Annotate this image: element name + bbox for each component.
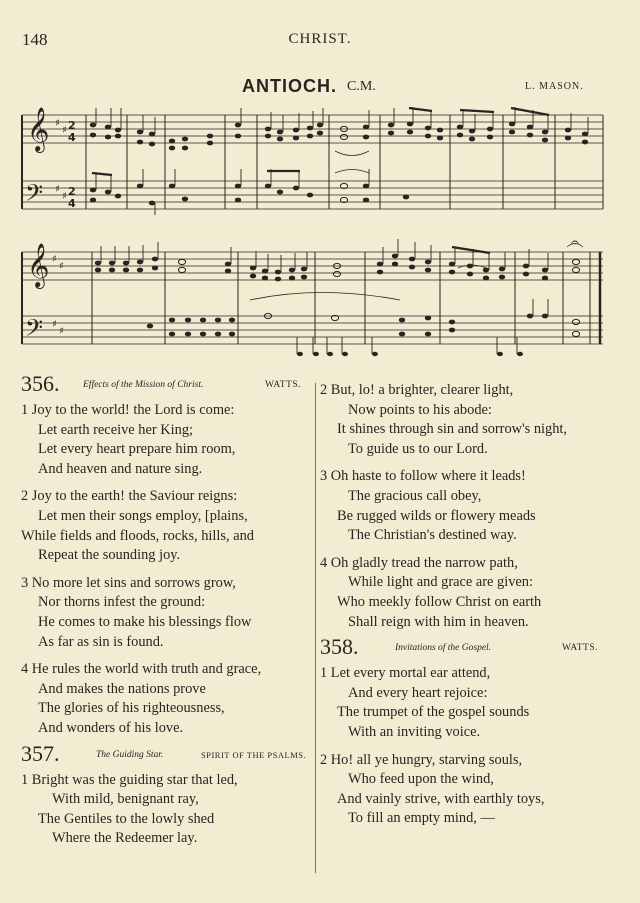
tune-meter: C.M. — [347, 79, 376, 94]
svg-text:♯: ♯ — [59, 326, 64, 337]
verse-line: The gracious call obey, — [348, 487, 482, 504]
verse-line: Let men their songs employ, [plains, — [38, 507, 248, 524]
hymn-356 — [21, 371, 311, 739]
hymn-topic: Effects of the Mission of Christ. — [83, 380, 204, 390]
verse-line: With an inviting voice. — [348, 723, 481, 740]
svg-text:♯: ♯ — [62, 191, 67, 202]
svg-text:4: 4 — [68, 197, 76, 210]
verse-line: While light and grace are given: — [348, 574, 533, 591]
hymn-topic: Invitations of the Gospel. — [395, 643, 492, 654]
verse-line: The Gentiles to the lowly shed — [38, 810, 215, 827]
hymn-358 — [320, 634, 620, 829]
hymn-number: 358. — [320, 634, 359, 660]
svg-text:𝄞: 𝄞 — [27, 243, 50, 287]
verse-line: And wonders of his love. — [38, 719, 184, 736]
verse-line: Let earth receive her King; — [38, 421, 194, 438]
svg-text:♯: ♯ — [52, 319, 57, 330]
verse-line: While fields and floods, rocks, hills, and — [21, 527, 255, 544]
svg-text:♯: ♯ — [59, 261, 64, 272]
verse-line: The glories of his righteousness, — [38, 700, 225, 717]
verse-line: Let every heart prepare him room, — [38, 441, 236, 458]
svg-text:𝄐: 𝄐 — [571, 235, 579, 251]
svg-text:𝄢: 𝄢 — [25, 179, 44, 212]
verse — [21, 487, 311, 565]
verse-line: Be rugged wilds or flowery meads — [337, 507, 536, 524]
verse — [320, 381, 620, 459]
verse-line: It shines through sin and sorrow's night, — [337, 421, 568, 438]
verse-line: 1 Joy to the world! the Lord is come: — [21, 402, 235, 418]
music-score — [0, 95, 640, 375]
verse — [320, 554, 620, 632]
verse-line: To guide us to our Lord. — [348, 440, 488, 457]
verse — [21, 771, 311, 849]
verse-line: And heaven and nature sing. — [38, 460, 203, 477]
page-header: CHRIST. — [288, 31, 352, 47]
tune-composer: L. MASON. — [525, 81, 584, 92]
hymn-author: WATTS. — [265, 380, 301, 390]
verse-line: The trumpet of the gospel sounds — [337, 704, 530, 721]
svg-text:♯: ♯ — [55, 184, 60, 195]
svg-text:𝄢: 𝄢 — [25, 314, 44, 347]
verse — [21, 574, 311, 652]
verse-line: 2 Ho! all ye hungry, starving souls, — [320, 751, 523, 768]
verse-line: Nor thorns infest the ground: — [38, 594, 206, 611]
svg-text:2: 2 — [68, 119, 76, 132]
staff-system-2-bass — [22, 316, 603, 344]
svg-text:♯: ♯ — [52, 254, 57, 265]
verse-line: 4 He rules the world with truth and grace, — [21, 661, 262, 678]
verse-line: As far as sin is found. — [38, 633, 164, 650]
verse — [21, 401, 311, 479]
verse — [21, 660, 311, 738]
verse — [320, 751, 620, 829]
hymn-topic: The Guiding Star. — [96, 749, 164, 760]
verse-line: Repeat the sounding joy. — [38, 547, 181, 564]
verse — [320, 467, 620, 545]
verse-line: Who feed upon the wind, — [348, 771, 494, 788]
staff-system-2-treble — [22, 252, 603, 280]
verse-line: And makes the nations prove — [38, 680, 206, 697]
verse-line: 4 Oh gladly tread the narrow path, — [320, 554, 518, 571]
verse-line: 3 Oh haste to follow where it leads! — [320, 468, 526, 485]
column-divider — [315, 383, 316, 873]
verse-line: 1 Let every mortal ear attend, — [320, 665, 491, 682]
page-number: 148 — [22, 30, 48, 49]
left-column — [21, 371, 311, 857]
right-column — [320, 381, 620, 837]
verse-line: With mild, benignant ray, — [52, 791, 199, 808]
verse — [320, 664, 620, 742]
svg-text:♯: ♯ — [55, 118, 60, 129]
hymn-author: SPIRIT OF THE PSALMS. — [201, 749, 307, 760]
hymn-author: WATTS. — [562, 643, 598, 654]
verse-line: Where the Redeemer lay. — [52, 830, 198, 847]
hymn-357 — [21, 740, 311, 849]
verse-line: 3 No more let sins and sorrows grow, — [21, 574, 236, 591]
svg-text:𝄞: 𝄞 — [27, 107, 50, 151]
verse-line: The Christian's destined way. — [348, 527, 517, 544]
tune-name: ANTIOCH. — [242, 76, 337, 96]
hymn-number: 357. — [21, 740, 60, 766]
verse-line: Who meekly follow Christ on earth — [337, 593, 542, 610]
svg-text:♯: ♯ — [62, 125, 67, 136]
svg-text:4: 4 — [68, 131, 76, 144]
verse-line: And vainly strive, with earthly toys, — [337, 790, 545, 807]
verse-line: To fill an empty mind, — — [348, 810, 495, 827]
hymn-number: 356. — [21, 371, 60, 396]
verse-line: Shall reign with him in heaven. — [348, 613, 529, 630]
verse-line: And every heart rejoice: — [348, 684, 488, 701]
verse-line: 2 Joy to the earth! the Saviour reigns: — [21, 488, 238, 505]
verse-line: 1 Bright was the guiding star that led, — [21, 771, 238, 788]
svg-text:2: 2 — [68, 185, 76, 198]
verse-line: He comes to make his blessings flow — [38, 613, 252, 630]
verse-line: Now points to his abode: — [348, 401, 492, 418]
verse-line: 2 But, lo! a brighter, clearer light, — [320, 382, 514, 398]
